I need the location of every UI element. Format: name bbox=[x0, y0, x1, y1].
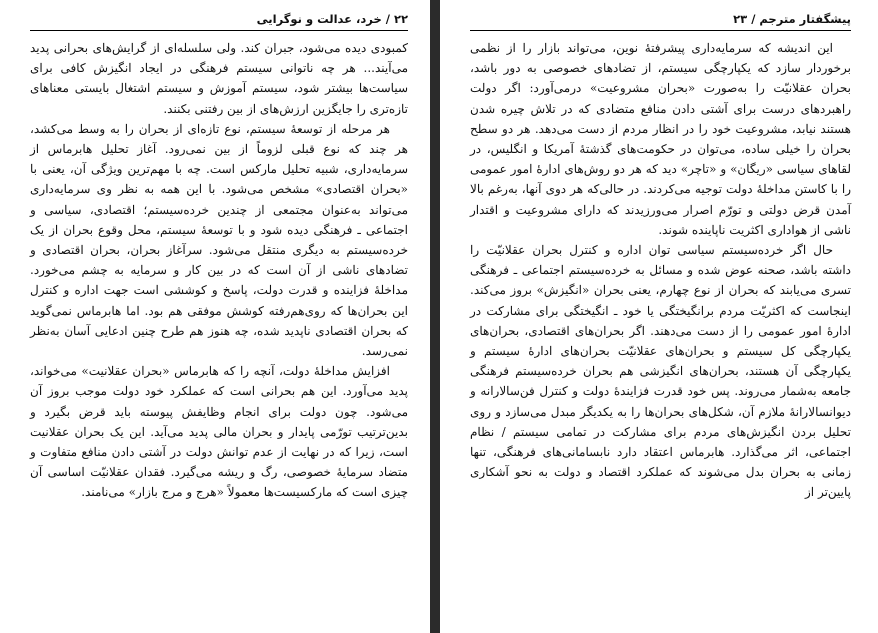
right-page-header: پیشگفتار مترجم / ۲۳ bbox=[470, 8, 851, 31]
left-page-body bbox=[30, 38, 408, 625]
book-spine bbox=[430, 0, 440, 633]
right-paragraph-2: حال اگر خرده‌سیستم سیاسی توان اداره و کنترل بحران عقلانیّت را داشته باشد، صحنه عوض شده و مسائل به خرده‌سیستم اجتماعی ـ فرهنگی تسری می‌یابند که بحران از نوع چهارم، یعنی بحران «انگیزش» بروز می‌کند. اینجاست که اکثریّت مردم برانگیختگی یا خود ـ انگیختگی برای مشارکت در ادارهٔ امور عمومی را از دست می‌دهند. اگر بحران‌های اقتصادی، بحران‌های یکپارچگی کل سیستم و بحران‌های عقلانیّت بحران‌های ادارهٔ سیستم و یکپارچگی آن هستند، بحران‌های انگیزشی هم بحران خرده‌سیستم فرهنگی جامعه به‌شمار می‌روند. پس خود قدرت فزایندهٔ دولت و کنترل فن‌سالارانه و دیوانسالارانهٔ ملازم آن، شکل‌های بحران‌ها را به یکدیگر مبدل می‌سازد و روی تحلیل بردن انگیزش‌های مردم برای مشارکت در تمامی سیستم / نظام اجتماعی، اثر می‌گذارد. هابرماس اعتقاد دارد نابسامانی‌های فرهنگی، تنها زمانی به بحران بدل می‌شوند که عملکرد اقتصاد و دولت به نحو آشکاری پایین‌تر از bbox=[470, 243, 851, 500]
left-book-page bbox=[0, 0, 430, 633]
right-page-body bbox=[470, 38, 851, 625]
left-paragraph-1: کمبودی دیده می‌شود، جبران کند. ولی سلسله‌ای از گرایش‌های بحرانی پدید می‌آیند... هر چه ناتوانی سیستم فرهنگی در ایجاد انگیزش کافی برای سیاست‌ها بیشتر شود، سیستم آموزش و سیستم اشتغال بایستی معناهای تازه‌تری را جایگزین ارزش‌های از بین رفتنی بکنند. bbox=[30, 41, 408, 116]
left-page-header: ۲۲ / خرد، عدالت و نوگرایی bbox=[30, 8, 408, 31]
right-book-page bbox=[440, 0, 878, 633]
right-paragraph-1: این اندیشه که سرمایه‌داری پیشرفتهٔ نوین، می‌تواند بازار را از نظمی برخوردار سازد که یکپارچگی سیستم، از تضادهای خصوصی به دور باشد، بحران عقلانیّت را به‌صورت «بحران مشروعیت» درمی‌آورد: اگر دولت راهبردهای درست برای آشتی دادن منافع متضادی که در تلاش چیره شدن هستند نیابد، مشروعیت خود را در انظار مردم از دست می‌دهد. هر دو سطح بحران را خیلی ساده، می‌توان در حکومت‌های گذشتهٔ آمریکا و انگلیس، در لقاهای سیاسی «ریگان» و «تاچر» دید که هر دو روش‌های ادارهٔ امور عمومی را با کاستن مداخلهٔ دولت توجیه می‌کردند. در حالی‌که هر دوی آنها، به‌رغم بالا آمدن قرض دولتی و تورّم اصرار می‌ورزیدند که دارای مشروعیت و اقتدار ناشی از هواداری اکثریت ناپاینده شوند. bbox=[470, 41, 851, 237]
left-paragraph-2: هر مرحله از توسعهٔ سیستم، نوع تازه‌ای از بحران را به وسط می‌کشد، هر چند که نوع قبلی لزوماً از بین نمی‌رود. آغاز تحلیل هابرماس از سرمایه‌داری، شبیه تحلیل مارکس است. چه با مهم‌ترین ویژگی آن، یعنی با «بحران اقتصادی» مشخص می‌شود. با این همه به نظر وی سرمایه‌داری می‌تواند به‌عنوان مجتمعی از چندین خرده‌سیستم؛ اقتصادی، سیاسی و اجتماعی ـ فرهنگی دیده شود و با توسعهٔ سیستم، محل وقوع بحران از یک خرده‌سیستم به دیگری منتقل می‌شود. سرآغاز بحران، بحران اقتصادی و تضادهای ناشی از آن است که در بین کار و سرمایه به چشم می‌خورد. مداخلهٔ فزاینده و قدرت دولت، پاسخ و کوششی است جهت اداره و کنترل این بحران‌ها که روی‌هم‌رفته کوشش موفقی هم بود. اما هابرماس نمی‌گوید که بحران اقتصادی ناپدید شده، چه هنوز هم طرح چنین ادعایی آسان به‌نظر نمی‌رسد. bbox=[30, 121, 408, 359]
left-paragraph-3: افزایش مداخلهٔ دولت، آنچه را که هابرماس «بحران عقلانیت» می‌خواند، پدید می‌آورد. این هم بحرانی است که عملکرد خود دولت موجب بروز آن می‌شود. چون دولت برای انجام وظایفش پیوسته باید قرض بگیرد و بدین‌ترتیب تورّمی پایدار و بحران مالی پدید می‌آید. این یک بحران عقلانیت است، زیرا که در نهایت از عدم توانش دولت در آشتی دادن منافع متفاوت و متضاد سرمایهٔ خصوصی، رگ و ریشه می‌گیرد. فقدان عقلانیّت اساسی آن چیزی است که مارکسیست‌ها معمولاً «هرج و مرج بازار» می‌نامند. bbox=[30, 364, 408, 500]
